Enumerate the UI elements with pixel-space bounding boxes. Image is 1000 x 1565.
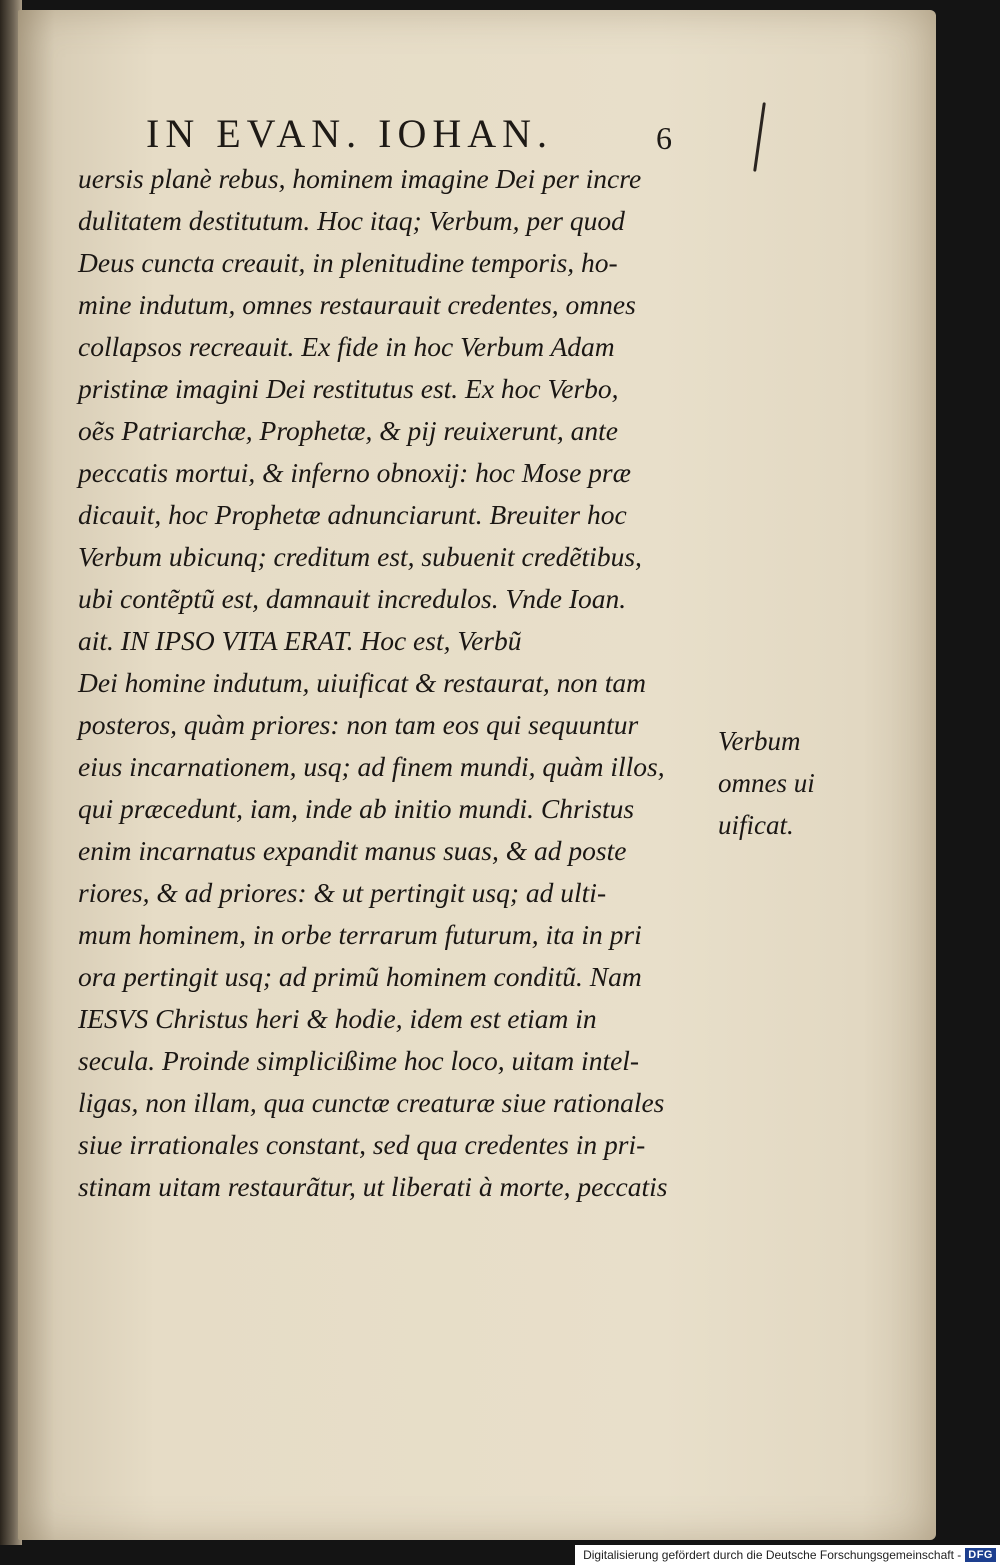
text-line: mum hominem, in orbe terrarum futurum, ita in pri: [78, 919, 642, 950]
text-line: ubi contẽptũ est, damnauit incredulos. Vnde Ioan.: [78, 583, 627, 614]
text-line: oẽs Patriarchæ, Prophetæ, & pij reuixerunt, ante: [78, 415, 619, 446]
text-line: peccatis mortui, & inferno obnoxij: hoc Mose præ: [78, 457, 631, 488]
text-line: IESVS Christus heri & hodie, idem est etiam in: [78, 1003, 597, 1034]
text-line: collapsos recreauit. Ex fide in hoc Verbum Adam: [78, 331, 615, 362]
text-line: Dei homine indutum, uiuificat & restaurat, non tam: [78, 667, 647, 698]
text-line: ligas, non illam, qua cunctæ creaturæ siue rationales: [78, 1087, 665, 1118]
text-line: Deus cuncta creauit, in plenitudine temporis, ho-: [78, 247, 618, 278]
text-line: uersis planè rebus, hominem imagine Dei per incre: [78, 163, 642, 194]
dfg-logo: DFG: [965, 1548, 996, 1562]
text-line: secula. Proinde simplicißime hoc loco, uitam intel-: [78, 1045, 640, 1076]
text-line: enim incarnatus expandit manus suas, & ad poste: [78, 835, 627, 866]
page-number: 6: [656, 120, 672, 156]
text-line: mine indutum, omnes restaurauit credentes, omnes: [78, 289, 636, 320]
text-line: dicauit, hoc Prophetæ adnunciarunt. Breuiter hoc: [78, 499, 627, 530]
text-line: pristinæ imagini Dei restitutus est. Ex hoc Verbo,: [78, 373, 619, 404]
text-line: siue irrationales constant, sed qua credentes in pri-: [78, 1129, 646, 1160]
text-line: qui præcedunt, iam, inde ab initio mundi. Christus: [78, 793, 635, 824]
margin-note-line: omnes ui: [718, 768, 815, 798]
margin-note-line: uificat.: [718, 810, 794, 840]
margin-note: [718, 720, 815, 846]
body-text: [78, 158, 738, 1208]
margin-note-line: Verbum: [718, 726, 801, 756]
running-head: IN EVAN. IOHAN.: [146, 111, 554, 156]
text-line: posteros, quàm priores: non tam eos qui sequuntur: [78, 709, 639, 740]
text-line: riores, & ad priores: & ut pertingit usq; ad ulti-: [78, 877, 607, 908]
digitization-credit: [575, 1545, 1000, 1565]
text-line: Verbum ubicunq; creditum est, subuenit credẽtibus,: [78, 541, 642, 572]
credit-text: Digitalisierung gefördert durch die Deutsche Forschungsgemeinschaft -: [583, 1548, 962, 1562]
text-line: ait. IN IPSO VITA ERAT. Hoc est, Verbũ: [78, 625, 522, 656]
pencil-mark: [753, 102, 766, 172]
text-line: eius incarnationem, usq; ad finem mundi, quàm illos,: [78, 751, 665, 782]
text-line: stinam uitam restaurãtur, ut liberati à morte, peccatis: [78, 1171, 668, 1202]
text-line: dulitatem destitutum. Hoc itaq; Verbum, per quod: [78, 205, 625, 236]
text-line: ora pertingit usq; ad primũ hominem conditũ. Nam: [78, 961, 642, 992]
